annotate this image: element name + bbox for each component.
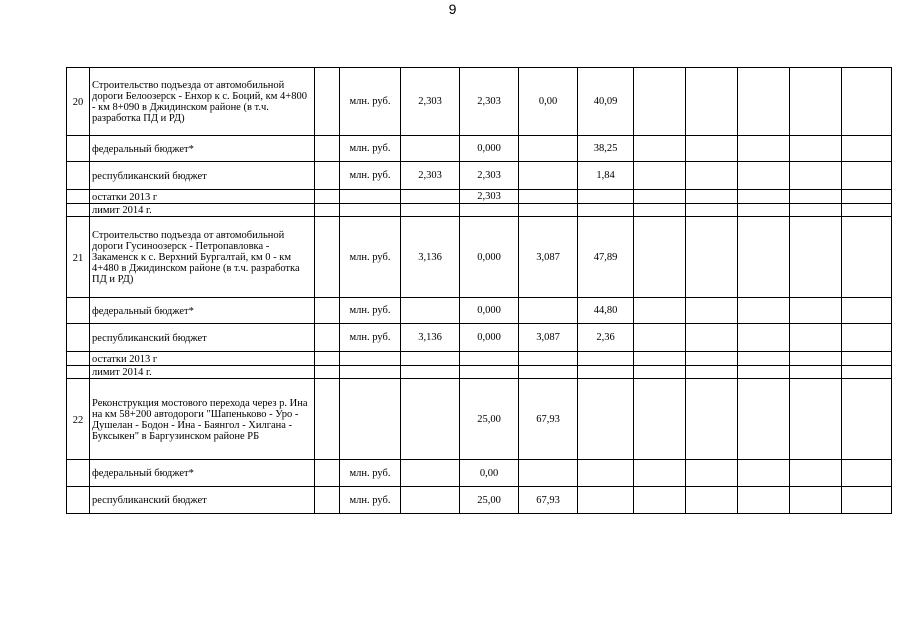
empty-cell bbox=[842, 366, 892, 379]
budget-source: федеральный бюджет* bbox=[90, 298, 315, 324]
empty-cell bbox=[686, 298, 738, 324]
empty-cell bbox=[738, 217, 790, 298]
value-cell bbox=[401, 298, 460, 324]
value-cell bbox=[578, 379, 634, 460]
value-cell: 3,136 bbox=[401, 217, 460, 298]
unit-cell bbox=[340, 379, 401, 460]
empty-cell bbox=[842, 487, 892, 514]
unit-cell: млн. руб. bbox=[340, 324, 401, 352]
empty-cell bbox=[634, 136, 686, 162]
empty-cell bbox=[315, 487, 340, 514]
value-cell bbox=[578, 352, 634, 366]
value-cell: 1,84 bbox=[578, 162, 634, 190]
empty-cell bbox=[790, 204, 842, 217]
empty-cell bbox=[686, 162, 738, 190]
empty-cell bbox=[738, 298, 790, 324]
empty-cell bbox=[738, 460, 790, 487]
unit-cell: млн. руб. bbox=[340, 68, 401, 136]
empty-cell bbox=[738, 162, 790, 190]
empty-cell bbox=[634, 204, 686, 217]
empty-cell bbox=[67, 162, 90, 190]
empty-cell bbox=[315, 379, 340, 460]
value-cell bbox=[519, 136, 578, 162]
value-cell: 0,00 bbox=[460, 460, 519, 487]
empty-cell bbox=[67, 366, 90, 379]
value-cell bbox=[401, 204, 460, 217]
empty-cell bbox=[315, 136, 340, 162]
table-row bbox=[67, 379, 892, 460]
value-cell: 3,087 bbox=[519, 217, 578, 298]
value-cell bbox=[401, 352, 460, 366]
table-row bbox=[67, 162, 892, 190]
budget-table bbox=[66, 67, 892, 514]
value-cell bbox=[460, 352, 519, 366]
row-number: 21 bbox=[67, 217, 90, 298]
empty-cell bbox=[634, 352, 686, 366]
empty-cell bbox=[686, 324, 738, 352]
empty-cell bbox=[686, 217, 738, 298]
value-cell: 2,303 bbox=[460, 190, 519, 204]
empty-cell bbox=[790, 366, 842, 379]
value-cell bbox=[519, 162, 578, 190]
empty-cell bbox=[67, 352, 90, 366]
unit-cell bbox=[340, 204, 401, 217]
value-cell bbox=[578, 190, 634, 204]
empty-cell bbox=[315, 162, 340, 190]
value-cell: 40,09 bbox=[578, 68, 634, 136]
empty-cell bbox=[790, 217, 842, 298]
empty-cell bbox=[686, 136, 738, 162]
row-number: 22 bbox=[67, 379, 90, 460]
empty-cell bbox=[842, 162, 892, 190]
value-cell: 0,000 bbox=[460, 136, 519, 162]
empty-cell bbox=[634, 68, 686, 136]
value-cell bbox=[578, 366, 634, 379]
empty-cell bbox=[315, 68, 340, 136]
object-name: Реконструкция мостового перехода через р. Ина на км 58+200 автодороги "Шапеньково - Уро - Душелан - Бодон - Ина - Баянгол - Хилгана - Буксыкен" в Баргузинском районе РБ bbox=[90, 379, 315, 460]
value-cell: 2,303 bbox=[460, 68, 519, 136]
empty-cell bbox=[842, 136, 892, 162]
table-row bbox=[67, 217, 892, 298]
empty-cell bbox=[67, 324, 90, 352]
table-row bbox=[67, 204, 892, 217]
empty-cell bbox=[790, 190, 842, 204]
empty-cell bbox=[738, 366, 790, 379]
empty-cell bbox=[315, 352, 340, 366]
empty-cell bbox=[686, 379, 738, 460]
empty-cell bbox=[790, 68, 842, 136]
table-row bbox=[67, 190, 892, 204]
value-cell bbox=[578, 487, 634, 514]
empty-cell bbox=[315, 366, 340, 379]
budget-source: лимит 2014 г. bbox=[90, 366, 315, 379]
value-cell bbox=[401, 190, 460, 204]
table-row bbox=[67, 298, 892, 324]
object-name: Строительство подъезда от автомобильной дороги Белоозерск - Енхор к с. Боций, км 4+800 - км 8+090 в Джидинском районе (в т.ч. разработка ПД и РД) bbox=[90, 68, 315, 136]
budget-source: федеральный бюджет* bbox=[90, 136, 315, 162]
value-cell: 47,89 bbox=[578, 217, 634, 298]
empty-cell bbox=[634, 162, 686, 190]
empty-cell bbox=[634, 217, 686, 298]
empty-cell bbox=[634, 487, 686, 514]
value-cell: 2,36 bbox=[578, 324, 634, 352]
empty-cell bbox=[67, 204, 90, 217]
empty-cell bbox=[67, 136, 90, 162]
value-cell: 0,000 bbox=[460, 324, 519, 352]
value-cell: 25,00 bbox=[460, 487, 519, 514]
budget-source: федеральный бюджет* bbox=[90, 460, 315, 487]
empty-cell bbox=[738, 190, 790, 204]
value-cell: 67,93 bbox=[519, 487, 578, 514]
value-cell bbox=[401, 379, 460, 460]
empty-cell bbox=[790, 324, 842, 352]
empty-cell bbox=[842, 217, 892, 298]
value-cell: 3,136 bbox=[401, 324, 460, 352]
budget-source: республиканский бюджет bbox=[90, 487, 315, 514]
budget-source: республиканский бюджет bbox=[90, 324, 315, 352]
empty-cell bbox=[842, 352, 892, 366]
empty-cell bbox=[738, 352, 790, 366]
value-cell: 0,00 bbox=[519, 68, 578, 136]
empty-cell bbox=[634, 460, 686, 487]
empty-cell bbox=[842, 324, 892, 352]
value-cell bbox=[519, 298, 578, 324]
value-cell: 2,303 bbox=[460, 162, 519, 190]
value-cell bbox=[401, 136, 460, 162]
value-cell bbox=[460, 204, 519, 217]
empty-cell bbox=[842, 190, 892, 204]
empty-cell bbox=[315, 217, 340, 298]
value-cell: 0,000 bbox=[460, 298, 519, 324]
value-cell bbox=[578, 460, 634, 487]
table-row bbox=[67, 324, 892, 352]
object-name: Строительство подъезда от автомобильной дороги Гусиноозерск - Петропавловка - Закаменск к с. Верхний Бургалтай, км 0 - км 4+480 в Джидинском районе (в т.ч. разработка ПД и РД) bbox=[90, 217, 315, 298]
value-cell: 67,93 bbox=[519, 379, 578, 460]
empty-cell bbox=[67, 487, 90, 514]
value-cell: 38,25 bbox=[578, 136, 634, 162]
empty-cell bbox=[738, 68, 790, 136]
value-cell bbox=[401, 460, 460, 487]
value-cell: 3,087 bbox=[519, 324, 578, 352]
empty-cell bbox=[67, 460, 90, 487]
empty-cell bbox=[686, 487, 738, 514]
value-cell bbox=[519, 366, 578, 379]
empty-cell bbox=[842, 298, 892, 324]
empty-cell bbox=[686, 204, 738, 217]
empty-cell bbox=[686, 68, 738, 136]
value-cell bbox=[460, 366, 519, 379]
unit-cell: млн. руб. bbox=[340, 217, 401, 298]
empty-cell bbox=[686, 190, 738, 204]
empty-cell bbox=[790, 298, 842, 324]
table-row bbox=[67, 366, 892, 379]
empty-cell bbox=[315, 460, 340, 487]
empty-cell bbox=[315, 324, 340, 352]
unit-cell: млн. руб. bbox=[340, 487, 401, 514]
unit-cell: млн. руб. bbox=[340, 136, 401, 162]
empty-cell bbox=[842, 379, 892, 460]
empty-cell bbox=[790, 460, 842, 487]
empty-cell bbox=[842, 204, 892, 217]
value-cell: 44,80 bbox=[578, 298, 634, 324]
table-row bbox=[67, 460, 892, 487]
unit-cell bbox=[340, 352, 401, 366]
value-cell: 25,00 bbox=[460, 379, 519, 460]
unit-cell bbox=[340, 366, 401, 379]
value-cell bbox=[519, 190, 578, 204]
budget-source: лимит 2014 г. bbox=[90, 204, 315, 217]
value-cell bbox=[401, 366, 460, 379]
table-row bbox=[67, 487, 892, 514]
empty-cell bbox=[842, 68, 892, 136]
empty-cell bbox=[790, 352, 842, 366]
empty-cell bbox=[634, 324, 686, 352]
table-row bbox=[67, 352, 892, 366]
unit-cell: млн. руб. bbox=[340, 298, 401, 324]
empty-cell bbox=[738, 204, 790, 217]
empty-cell bbox=[738, 379, 790, 460]
table-row bbox=[67, 68, 892, 136]
unit-cell: млн. руб. bbox=[340, 460, 401, 487]
empty-cell bbox=[67, 298, 90, 324]
value-cell bbox=[519, 204, 578, 217]
empty-cell bbox=[686, 460, 738, 487]
empty-cell bbox=[315, 204, 340, 217]
unit-cell: млн. руб. bbox=[340, 162, 401, 190]
empty-cell bbox=[738, 136, 790, 162]
value-cell: 2,303 bbox=[401, 162, 460, 190]
empty-cell bbox=[634, 366, 686, 379]
empty-cell bbox=[315, 298, 340, 324]
empty-cell bbox=[686, 352, 738, 366]
budget-source: республиканский бюджет bbox=[90, 162, 315, 190]
empty-cell bbox=[738, 324, 790, 352]
empty-cell bbox=[842, 460, 892, 487]
empty-cell bbox=[686, 366, 738, 379]
value-cell bbox=[519, 352, 578, 366]
budget-source: остатки 2013 г bbox=[90, 190, 315, 204]
empty-cell bbox=[634, 190, 686, 204]
row-number: 20 bbox=[67, 68, 90, 136]
empty-cell bbox=[67, 190, 90, 204]
budget-source: остатки 2013 г bbox=[90, 352, 315, 366]
table-row bbox=[67, 136, 892, 162]
value-cell: 0,000 bbox=[460, 217, 519, 298]
empty-cell bbox=[634, 379, 686, 460]
empty-cell bbox=[790, 136, 842, 162]
empty-cell bbox=[790, 487, 842, 514]
unit-cell bbox=[340, 190, 401, 204]
value-cell: 2,303 bbox=[401, 68, 460, 136]
empty-cell bbox=[315, 190, 340, 204]
page-number: 9 bbox=[448, 1, 457, 17]
empty-cell bbox=[738, 487, 790, 514]
value-cell bbox=[578, 204, 634, 217]
empty-cell bbox=[790, 379, 842, 460]
empty-cell bbox=[790, 162, 842, 190]
value-cell bbox=[519, 460, 578, 487]
value-cell bbox=[401, 487, 460, 514]
empty-cell bbox=[634, 298, 686, 324]
